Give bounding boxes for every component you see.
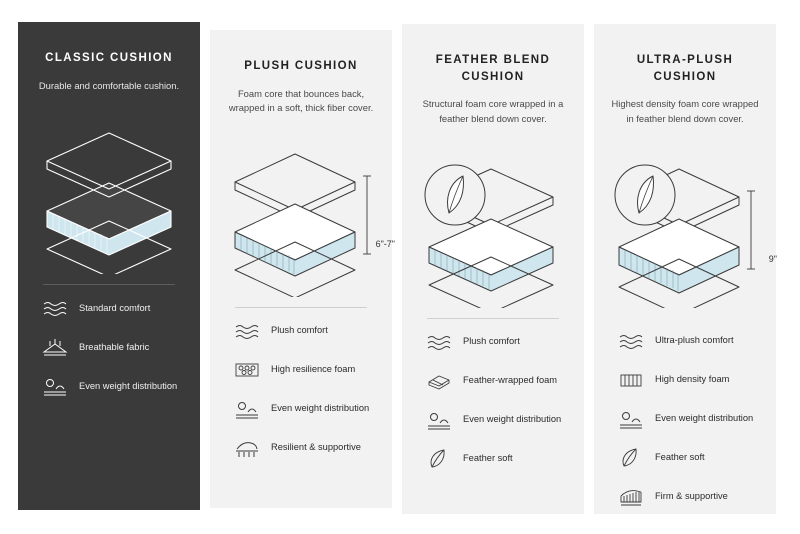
feature-item [232, 318, 376, 344]
card-description: Durable and comfortable cushion. [38, 79, 180, 91]
card-divider [43, 284, 175, 285]
measurement-callout [373, 194, 395, 294]
weight-distribution-icon [424, 407, 454, 433]
feature-label: Plush comfort [463, 335, 520, 346]
feature-label: Ultra-plush comfort [655, 334, 734, 345]
feature-label: Even weight distribution [463, 413, 562, 424]
feather-icon [424, 446, 454, 472]
feature-list [34, 295, 184, 399]
high-density-foam-icon [616, 367, 646, 393]
feature-item [40, 334, 184, 360]
feature-item [616, 406, 760, 432]
feather-wrapped-icon [424, 368, 454, 394]
firm-support-icon [616, 484, 646, 510]
feature-item [424, 368, 568, 394]
feature-item [424, 407, 568, 433]
resilience-foam-icon [232, 357, 262, 383]
cushion-card-classic[interactable] [18, 22, 200, 510]
card-title: FEATHER BLEND CUSHION [435, 54, 551, 83]
cushion-illustration-ultra-plush [605, 143, 777, 308]
feature-label: Feather soft [655, 451, 705, 462]
card-title: CLASSIC CUSHION [45, 52, 173, 64]
feature-item [40, 295, 184, 321]
feature-list [226, 318, 376, 461]
breathable-fabric-icon [40, 334, 70, 360]
cushion-card-ultra-plush[interactable] [594, 24, 776, 514]
cushion-illustration-classic [29, 109, 189, 274]
card-title: ULTRA-PLUSH CUSHION [636, 54, 734, 83]
weight-distribution-icon [232, 396, 262, 422]
feature-label: Even weight distribution [79, 380, 178, 391]
feature-item [232, 357, 376, 383]
waves-icon [232, 318, 262, 344]
feature-list [610, 328, 760, 510]
feature-label: Firm & supportive [655, 490, 728, 501]
cushion-card-feather-blend[interactable] [402, 24, 584, 514]
feature-item [616, 367, 760, 393]
feature-item [40, 373, 184, 399]
feature-item [616, 445, 760, 471]
feature-item [424, 329, 568, 355]
feature-label: Plush comfort [271, 325, 328, 336]
resilient-support-icon [232, 435, 262, 461]
measurement-label: 9" [768, 253, 777, 264]
feature-label: Standard comfort [79, 302, 151, 313]
weight-distribution-icon [616, 406, 646, 432]
feature-label: Even weight distribution [655, 412, 754, 423]
feature-label: High density foam [655, 373, 730, 384]
feature-label: Feather-wrapped foam [463, 374, 558, 385]
cushion-card-plush[interactable] [210, 30, 395, 508]
card-divider [235, 307, 367, 308]
magnifier-circle [425, 165, 485, 225]
measurement-label: 6"-7" [375, 238, 395, 249]
measurement-callout [766, 209, 777, 309]
feature-label: Breathable fabric [79, 341, 150, 352]
waves-icon [424, 329, 454, 355]
feature-label: Feather soft [463, 452, 513, 463]
card-description: Structural foam core wrapped in a feather blend down cover. [422, 98, 564, 124]
feature-list [418, 329, 568, 472]
feature-item [616, 328, 760, 354]
feather-icon [616, 445, 646, 471]
magnifier-circle [615, 165, 675, 225]
feature-item [616, 484, 760, 510]
cushion-illustration-plush [221, 132, 395, 297]
cushion-illustration-feather-blend [413, 143, 573, 308]
feature-label: High resilience foam [271, 364, 356, 375]
weight-distribution-icon [40, 373, 70, 399]
card-divider [427, 318, 559, 319]
feature-item [232, 396, 376, 422]
feature-label: Resilient & supportive [271, 442, 361, 453]
card-title: PLUSH CUSHION [244, 60, 358, 72]
card-description: Highest density foam core wrapped in feather blend down cover. [611, 98, 759, 124]
waves-icon [40, 295, 70, 321]
feature-label: Even weight distribution [271, 403, 370, 414]
feature-item [232, 435, 376, 461]
card-description: Foam core that bounces back, wrapped in a soft, thick fiber cover. [228, 87, 374, 114]
feature-item [424, 446, 568, 472]
waves-icon [616, 328, 646, 354]
